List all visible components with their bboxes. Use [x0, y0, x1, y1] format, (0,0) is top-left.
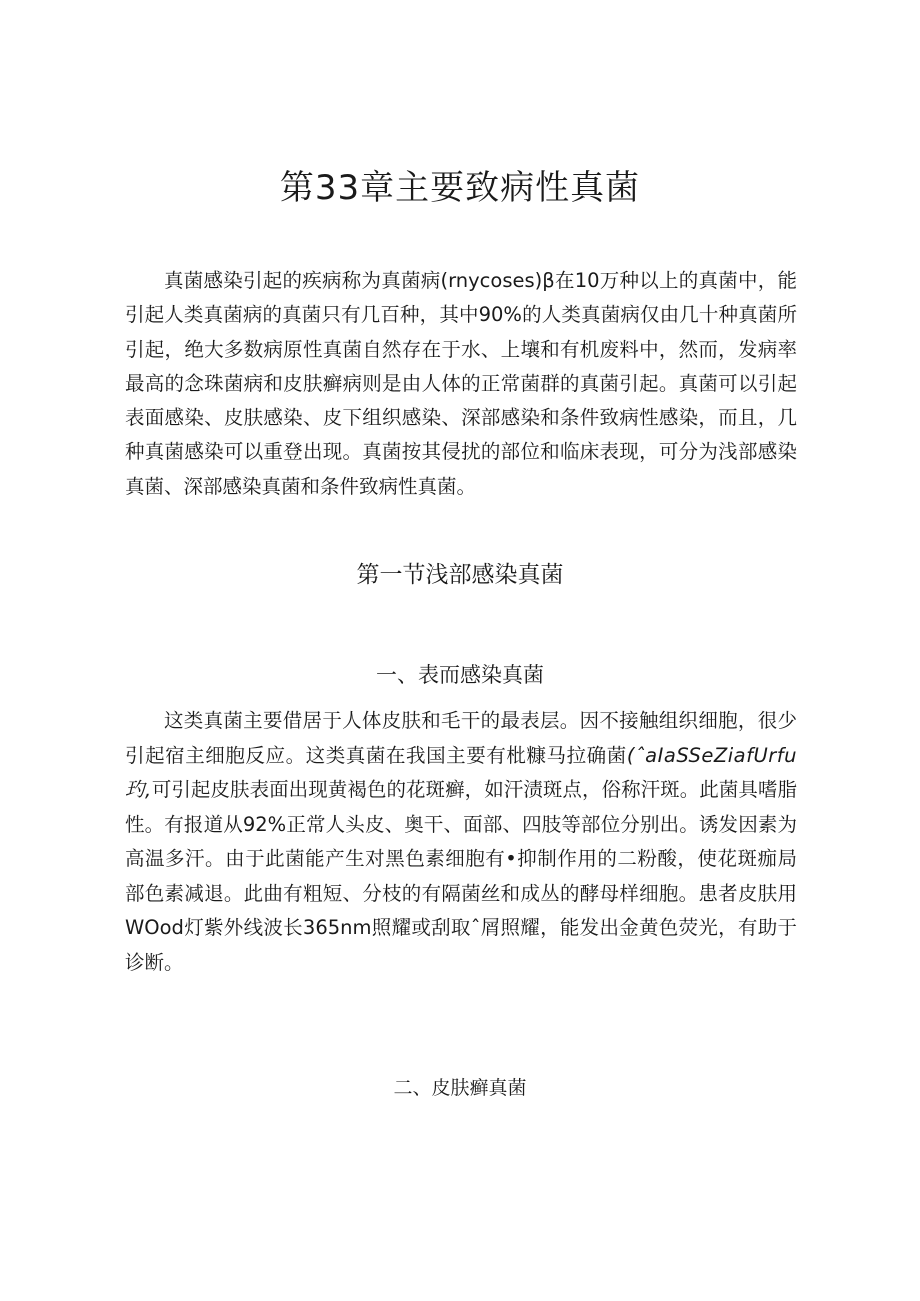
chapter-title: 第33章主要致病性真菌 [279, 168, 641, 208]
subsection-2-title: 二、皮肤癣真菌 [393, 1077, 527, 1099]
subsection-1-paragraph [125, 704, 797, 980]
subsection-1-title: 一、表而感染真菌 [376, 663, 544, 687]
section-title: 第一节浅部感染真菌 [356, 562, 564, 588]
subsection-1-text-after: 可引起皮肤表面出现黄褐色的花斑癣，如汗渍斑点，俗称汗斑。此菌具嗜脂性。有报道从92%正常人头皮、奥干、面部、四肢等部位分别出。诱发因素为高温多汗。由于此菌能产生对黑色素细胞有•抑制作用的二粉酸，使花斑痂局部色素减退。此曲有粗短、分枝的有隔菌丝和成丛的酵母样细胞。患者皮肤用WOod灯紫外线波长365nm照耀或刮取ˆ屑照耀，能发出金黄色荧光，有助于诊断。 [125, 778, 797, 974]
species-latin-name: (ˆaIaSSeZiafUrfu玓, [125, 743, 797, 801]
subsection-1-text-before: 这类真菌主要借居于人体皮肤和毛干的最表层。因不接触组织细胞，很少引起宿主细胞反应。这类真菌在我国主要有枇糠马拉确菌 [125, 709, 797, 767]
intro-paragraph: 真菌感染引起的疾病称为真菌病(rnycoses)β在10万种以上的真菌中，能引起人类真菌病的真菌只有几百种，其中90%的人类真菌病仅由几十种真菌所引起，绝大多数病原性真菌自然存在于水、上壤和有机废料中，然而，发病率最高的念珠菌病和皮肤癣病则是由人体的正常菌群的真菌引起。真菌可以引起表面感染、皮肤感染、皮下组织感染、深部感染和条件致病性感染，而且，几种真菌感染可以重登出现。真菌按其侵扰的部位和临床表现，可分为浅部感染真菌、深部感染真菌和条件致病性真菌。 [125, 269, 797, 498]
